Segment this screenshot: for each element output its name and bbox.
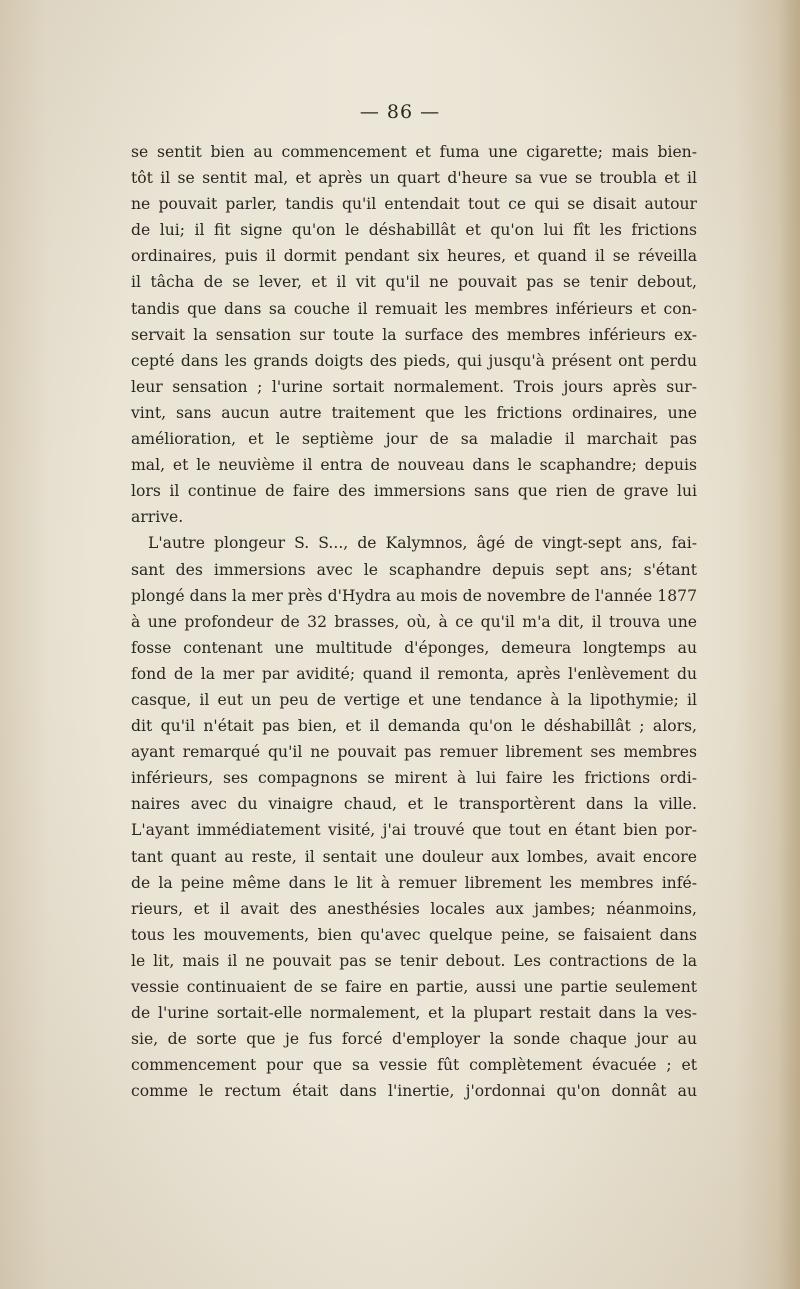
text-line: commencement pour que sa vessie fût complètement évacuée ; et [131, 1056, 697, 1075]
text-line: mal, et le neuvième il entra de nouveau dans le scaphandre; depuis [131, 456, 697, 475]
text-line: naires avec du vinaigre chaud, et le transportèrent dans la ville. [131, 795, 697, 814]
text-line: de la peine même dans le lit à remuer librement les membres infé- [131, 873, 697, 892]
text-line: ordinaires, puis il dormit pendant six heures, et quand il se réveilla [131, 247, 697, 266]
text-line: amélioration, et le septième jour de sa maladie il marchait pas [131, 430, 697, 449]
page-number: — 86 — [359, 101, 441, 123]
text-line: comme le rectum était dans l'inertie, j'ordonnai qu'on donnât au [131, 1082, 697, 1101]
text-line: L'autre plongeur S. S..., de Kalymnos, âgé de vingt-sept ans, fai- [148, 534, 697, 553]
text-line: lors il continue de faire des immersions sans que rien de grave lui [131, 482, 697, 501]
page-edge-shadow [778, 0, 800, 1289]
text-line: vessie continuaient de se faire en partie, aussi une partie seulement [131, 978, 697, 996]
text-line: ayant remarqué qu'il ne pouvait pas remuer librement ses membres [131, 743, 697, 762]
text-line: de l'urine sortait-elle normalement, et la plupart restait dans la ves- [131, 1004, 697, 1023]
text-line: de lui; il fit signe qu'on le déshabillât et qu'on lui fît les frictions [131, 221, 697, 240]
text-line: fond de la mer par avidité; quand il remonta, après l'enlèvement du [131, 664, 697, 683]
text-line: rieurs, et il avait des anesthésies locales aux jambes; néanmoins, [131, 899, 697, 918]
text-line: tous les mouvements, bien qu'avec quelque peine, se faisaient dans [131, 925, 697, 944]
text-line: plongé dans la mer près d'Hydra au mois de novembre de l'année 1877 [131, 586, 697, 605]
text-line: tôt il se sentit mal, et après un quart d'heure sa vue se troubla et il [131, 169, 697, 188]
text-line: ne pouvait parler, tandis qu'il entendait tout ce qui se disait autour [131, 195, 697, 214]
text-line: sant des immersions avec le scaphandre depuis sept ans; s'étant [131, 560, 697, 579]
text-line: à une profondeur de 32 brasses, où, à ce qu'il m'a dit, il trouva une [131, 612, 697, 631]
text-line: cepté dans les grands doigts des pieds, qui jusqu'à présent ont perdu [131, 351, 697, 370]
text-line: servait la sensation sur toute la surface des membres inférieurs ex- [131, 325, 697, 344]
text-line: sie, de sorte que je fus forcé d'employer la sonde chaque jour au [131, 1030, 697, 1049]
text-line: casque, il eut un peu de vertige et une tendance à la lipothymie; il [131, 690, 697, 709]
text-line: se sentit bien au commencement et fuma une cigarette; mais bien- [131, 143, 697, 161]
text-line: L'ayant immédiatement visité, j'ai trouvé que tout en étant bien por- [131, 821, 697, 840]
text-line: tant quant au reste, il sentait une douleur aux lombes, avait encore [131, 847, 697, 866]
text-line: inférieurs, ses compagnons se mirent à lui faire les frictions ordi- [131, 769, 697, 788]
text-line: dit qu'il n'était pas bien, et il demanda qu'on le déshabillât ; alors, [131, 717, 697, 736]
text-line: leur sensation ; l'urine sortait normalement. Trois jours après sur- [131, 377, 697, 396]
text-line: vint, sans aucun autre traitement que les frictions ordinaires, une [131, 403, 697, 422]
text-line: arrive. [131, 508, 184, 527]
page-body-text [131, 139, 697, 1104]
text-line: fosse contenant une multitude d'éponges, demeura longtemps au [131, 638, 697, 657]
text-line: tandis que dans sa couche il remuait les membres inférieurs et con- [131, 299, 697, 318]
text-line: le lit, mais il ne pouvait pas se tenir debout. Les contractions de la [131, 951, 697, 970]
text-line: il tâcha de se lever, et il vit qu'il ne pouvait pas se tenir debout, [131, 273, 697, 292]
